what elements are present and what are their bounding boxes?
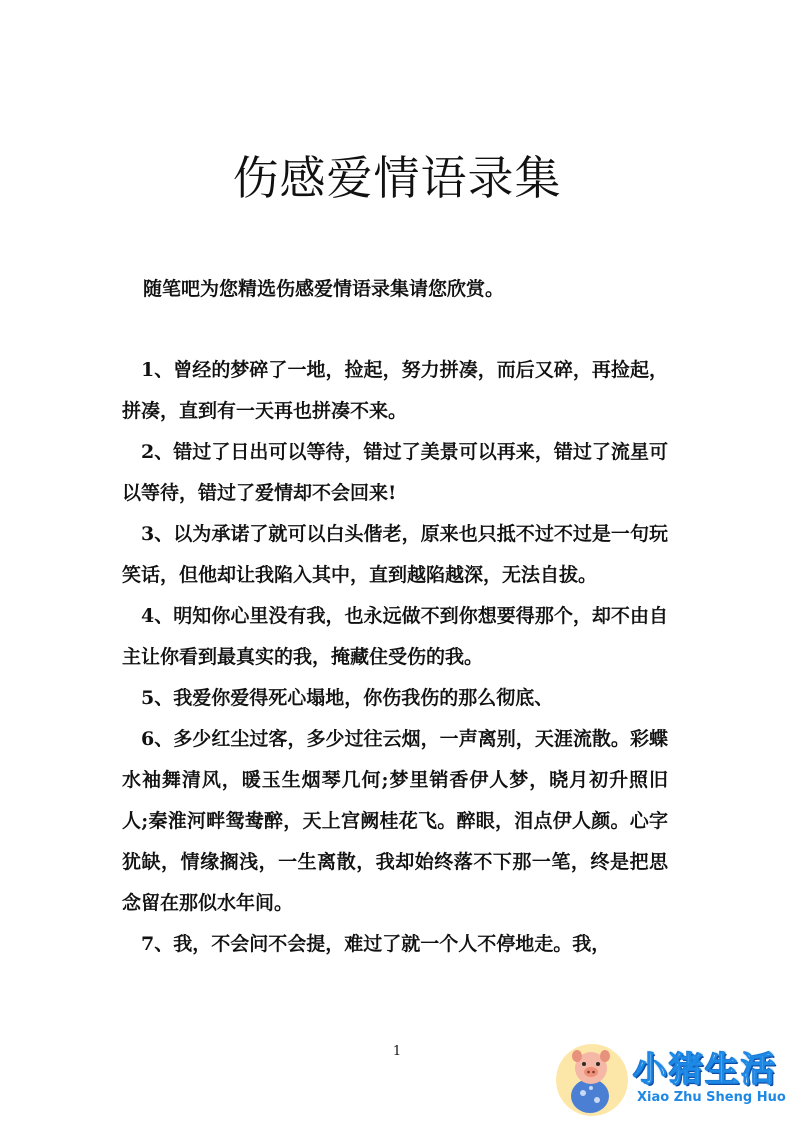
page-title: 伤感爱情语录集 — [232, 151, 562, 205]
intro-text: 随笔吧为您精选伤感爱情语录集请您欣赏。 — [143, 278, 505, 300]
quote-paragraph: 7、我，不会问不会提，难过了就一个人不停地走。我， — [141, 933, 611, 955]
quote-list — [122, 350, 668, 965]
quote-paragraph: 3、以为承诺了就可以白头偕老，原来也只抵不过不过是一句玩笑话，但他却让我陷入其中，直到越陷越深，无法自拔。 — [122, 523, 668, 586]
watermark-title: 小猪生活 — [633, 1050, 777, 1090]
quote-paragraph: 2、错过了日出可以等待，错过了美景可以再来，错过了流星可以等待，错过了爱情却不会回来! — [122, 441, 668, 504]
page-number: 1 — [392, 1044, 402, 1059]
quote-paragraph: 5、我爱你爱得死心塌地，你伤我伤的那么彻底、 — [141, 687, 554, 709]
quote-paragraph: 6、多少红尘过客，多少过往云烟，一声离别，天涯流散。彩蝶水袖舞清风，暖玉生烟琴几何;梦里销香伊人梦，晓月初升照旧人;秦淮河畔鸳鸯醉，天上宫阙桂花飞。醉眼，泪点伊人颜。心字犹缺，情缘搁浅，一生离散，我却始终落不下那一笔，终是把思念留在那似水年间。 — [122, 728, 668, 914]
watermark-subtitle: Xiao Zhu Sheng Huo — [637, 1090, 786, 1105]
pig-mascot-icon — [553, 1038, 631, 1118]
watermark-logo — [553, 1038, 793, 1118]
quote-paragraph: 4、明知你心里没有我，也永远做不到你想要得那个，却不由自主让你看到最真实的我，掩藏住受伤的我。 — [122, 605, 668, 668]
quote-paragraph: 1、曾经的梦碎了一地，捡起，努力拼凑，而后又碎，再捡起，拼凑，直到有一天再也拼凑不来。 — [122, 359, 668, 422]
